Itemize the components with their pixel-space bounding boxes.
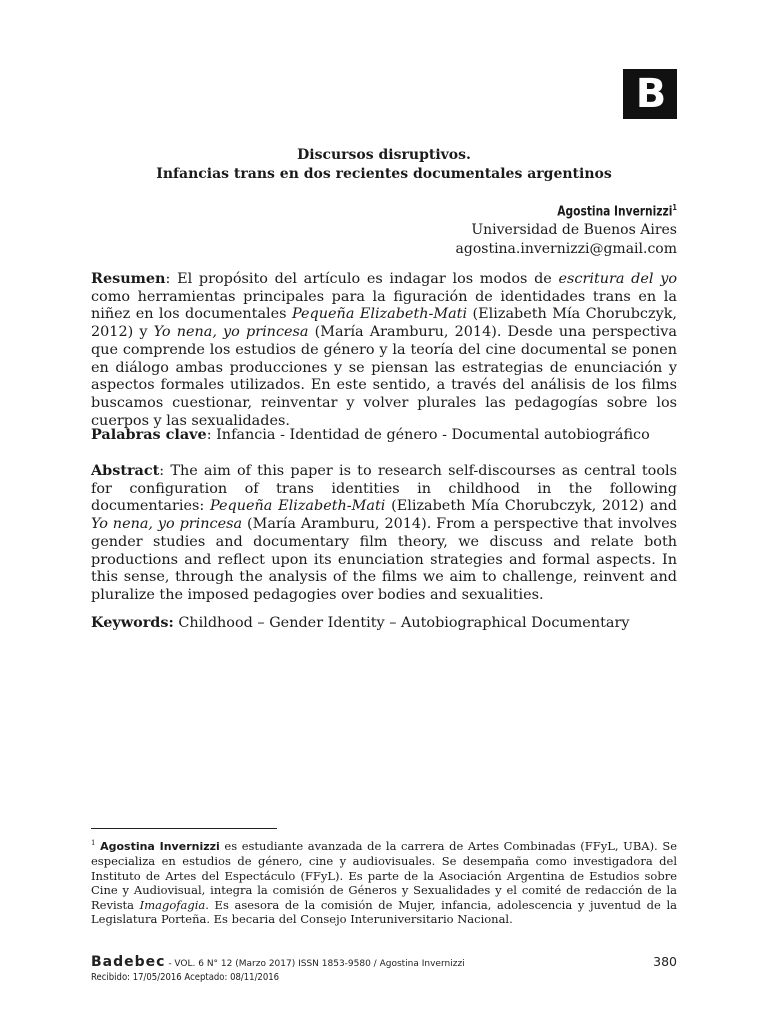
palabras-clave: Palabras clave: Infancia - Identidad de género - Documental autobiográfico <box>91 426 650 443</box>
footnote-divider <box>91 828 277 829</box>
article-title <box>0 146 768 184</box>
resumen-paragraph: Resumen: El propósito del artículo es indagar los modos de escritura del yo como herramientas principales para la figuración de identidades trans en la niñez en los documentales Pequeña Elizabeth-Mati (Elizabeth Mía Chorubczyk, 2012) y Yo nena, yo princesa (María Aramburu, 2014). Desde una perspectiva que comprende los estudios de género y la teoría del cine documental se ponen en diálogo ambas producciones y se piensan las estrategias de enunciación y aspectos formales utilizados. En este sentido, a través del análisis de los films buscamos cuestionar, reinventar y volver plurales las pedagogías sobre los cuerpos y las sexualidades. <box>91 270 677 429</box>
title-line-2: Infancias trans en dos recientes documentales argentinos <box>156 166 612 182</box>
received-dates: Recibido: 17/05/2016 Aceptado: 08/11/2016 <box>91 972 280 983</box>
author-block <box>456 198 677 259</box>
footer-meta: - VOL. 6 N° 12 (Marzo 2017) ISSN 1853-9580 / Agostina Invernizzi <box>165 959 465 969</box>
page-number: 380 <box>653 954 677 969</box>
footnote-mark: 1 <box>91 839 96 847</box>
journal-name: Badebec <box>91 954 166 970</box>
footnote: $^1$ Agostina Invernizzi es estudiante avanzada de la carrera de Artes Combinadas (FFyL, UBA). Se especializa en estudios de género, cine y audiovisuales. Se desempaña como investigadora del Instituto de Artes del Espectáculo (FFyL). Es parte de la Asociación Argentina de Estudios sobre Cine y Audiovisual, integra la comisión de Géneros y Sexualidades y el comité de redacción de la Revista Imagofagia. Es asesora de la comisión de Mujer, infancia, adolescencia y juventud de la Legislatura Porteña. Es becaria del Consejo Interuniversitario Nacional. <box>91 838 678 927</box>
footnote-author-name: Agostina Invernizzi <box>100 839 220 853</box>
author-name: Agostina Invernizzi$^1$ <box>557 203 677 220</box>
journal-logo <box>623 69 677 119</box>
author-footnote-mark[interactable]: 1 <box>672 203 677 212</box>
keywords: Keywords: Childhood – Gender Identity – Autobiographical Documentary <box>91 614 630 631</box>
author-email[interactable]: agostina.invernizzi@gmail.com <box>455 241 677 258</box>
keywords-label: Keywords: <box>91 614 174 631</box>
palabras-label: Palabras clave <box>91 426 207 443</box>
abstract-label: Abstract <box>91 462 160 479</box>
author-affiliation: Universidad de Buenos Aires <box>471 222 677 239</box>
logo-glyph: B <box>635 71 665 117</box>
abstract-paragraph: Abstract: The aim of this paper is to research self-discourses as central tools for configuration of trans identities in childhood in the following documentaries: Pequeña Elizabeth-Mati (Elizabeth Mía Chorubczyk, 2012) and Yo nena, yo princesa (María Aramburu, 2014). From a perspective that involves gender studies and documentary film theory, we discuss and relate both productions and reflect upon its enunciation strategies and formal aspects. In this sense, through the analysis of the films we aim to challenge, reinvent and pluralize the imposed pedagogies over bodies and sexualities. <box>91 462 678 603</box>
title-line-1: Discursos disruptivos. <box>297 147 471 163</box>
resumen-label: Resumen <box>91 270 166 287</box>
page-footer <box>91 954 677 974</box>
